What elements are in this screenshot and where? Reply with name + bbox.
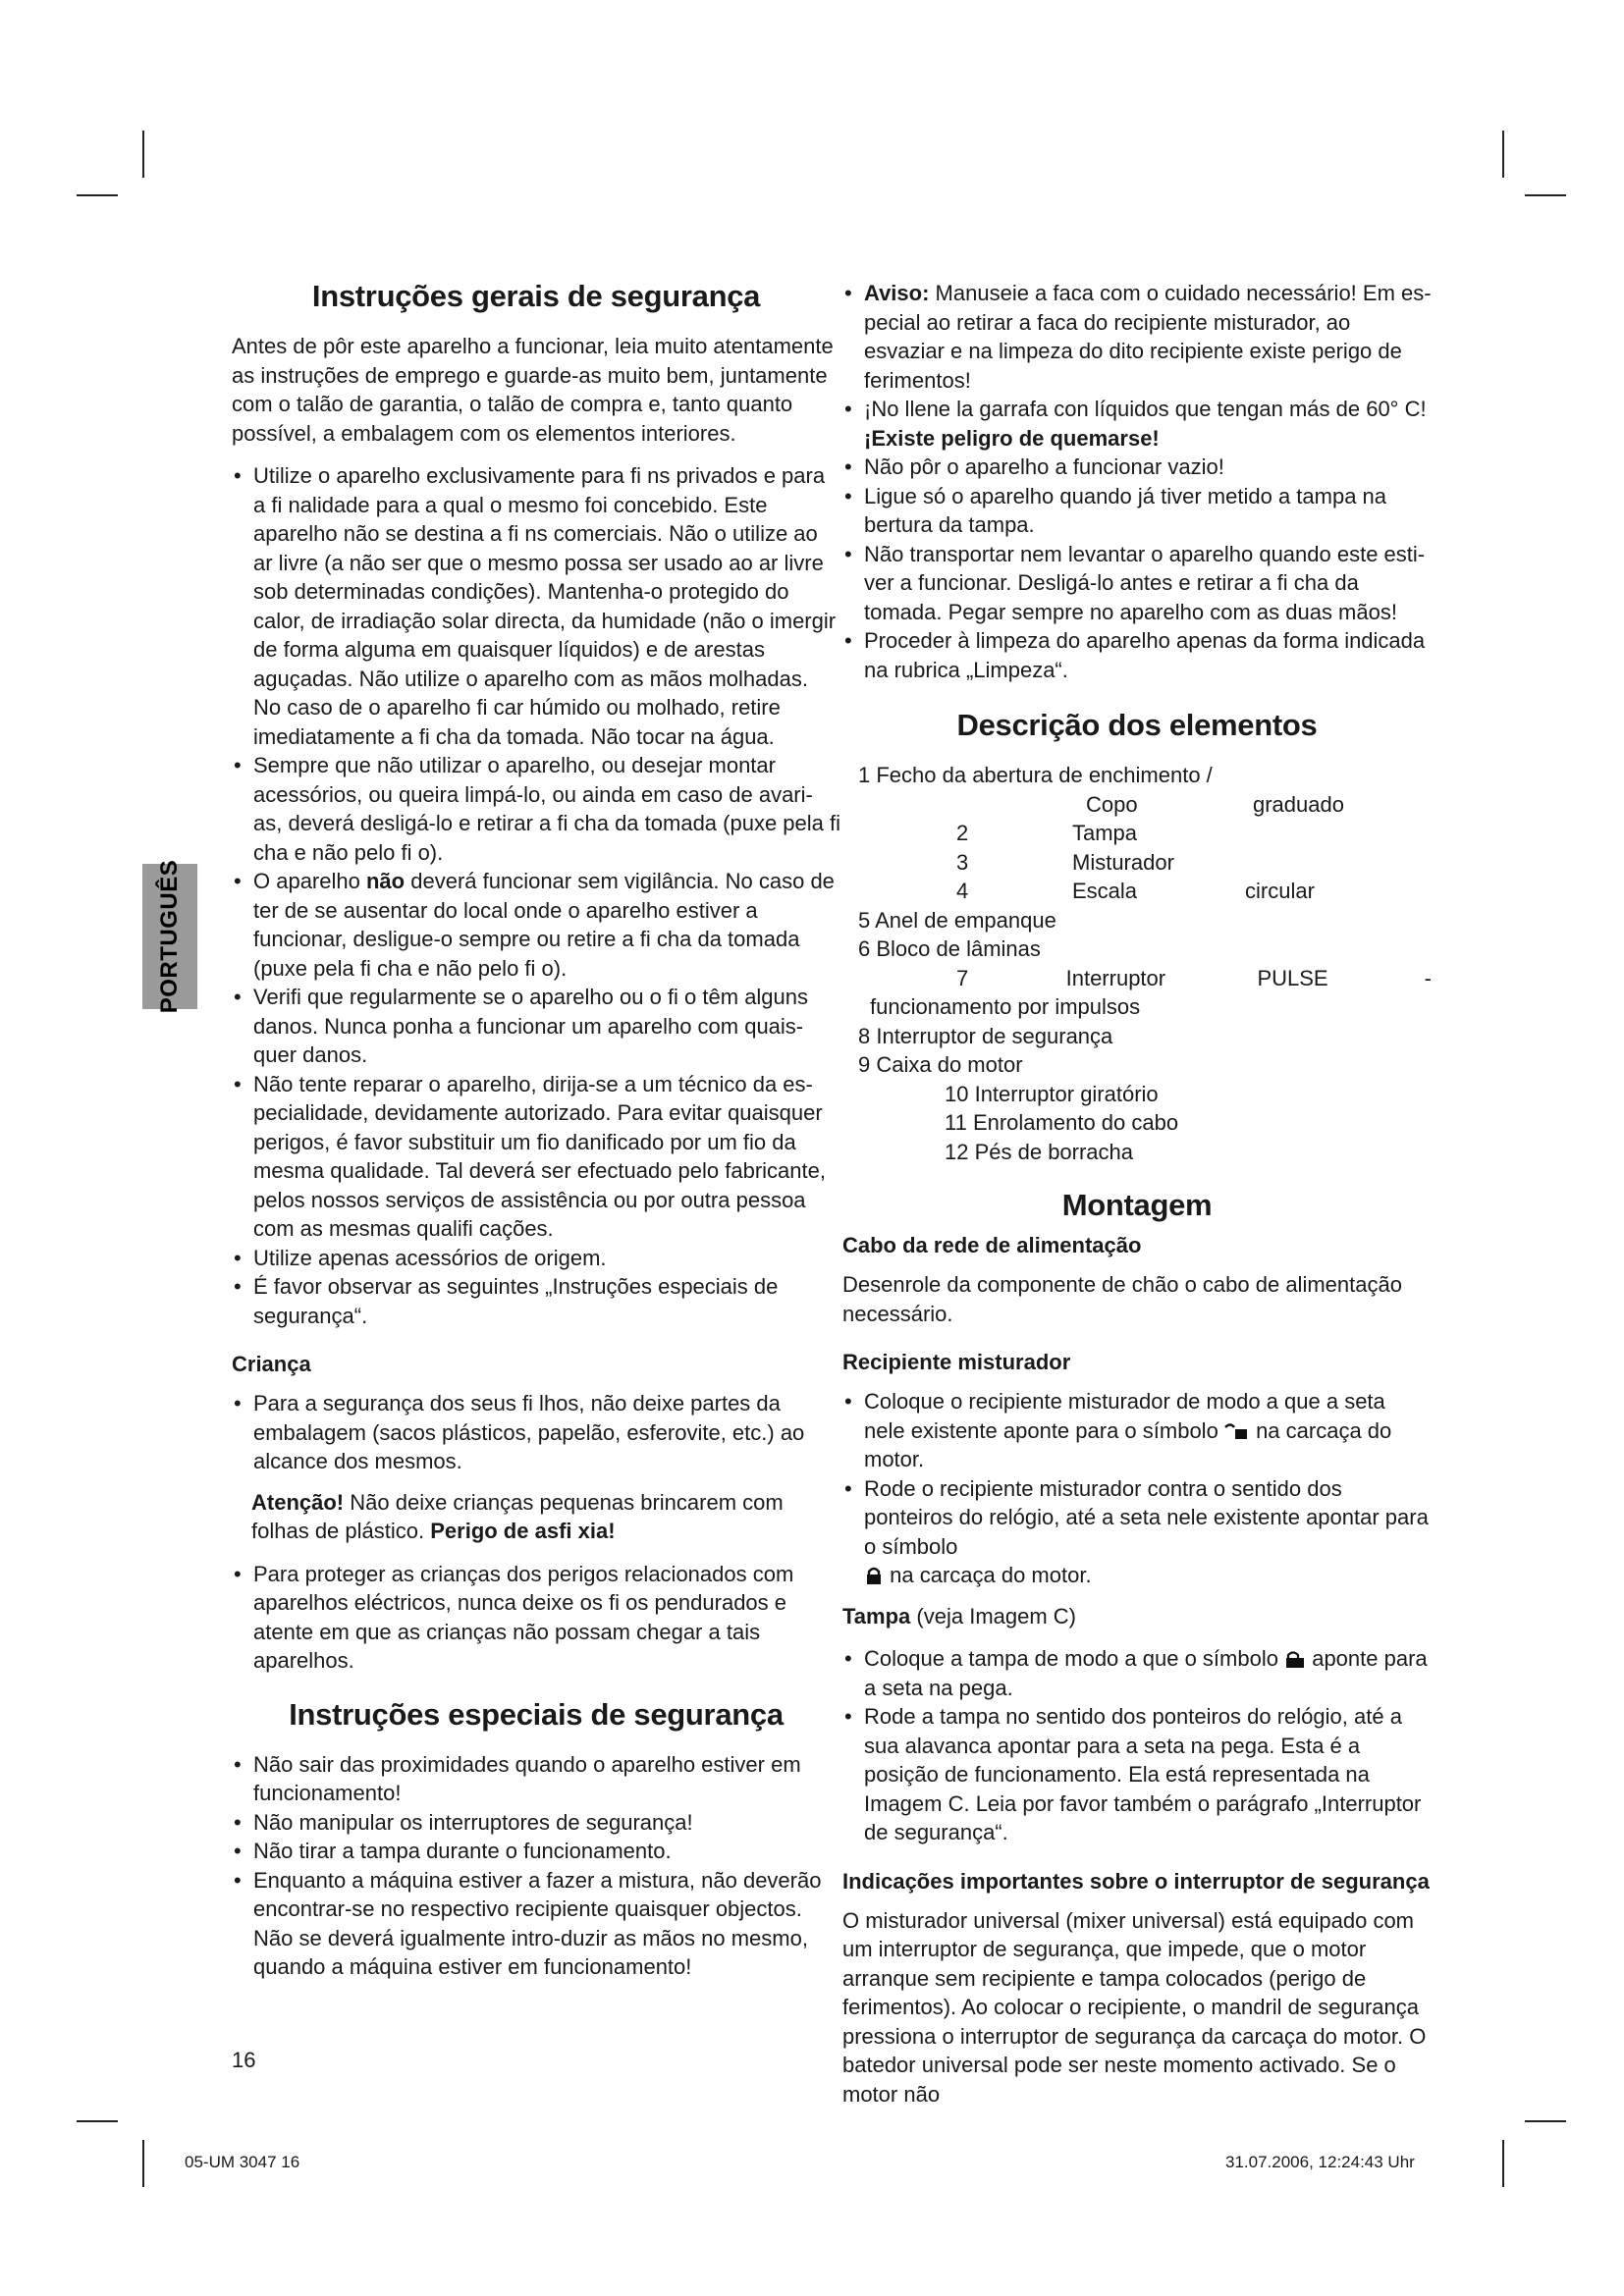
- right-column: [842, 279, 1432, 2122]
- element-row: 8 Interruptor de segurança: [858, 1023, 1113, 1048]
- child-list-2: [232, 1560, 840, 1676]
- element-row: 5 Anel de empanque: [858, 907, 1056, 933]
- lid-ref: (veja Imagem C): [916, 1603, 1076, 1629]
- crop-mark: [1525, 2120, 1566, 2122]
- attention-text: Não deixe crianças pequenas brincarem com folhas de plástico.: [251, 1489, 784, 1543]
- list-item: • Proceder à limpeza do aparelho apenas da forma indicada na rubrica „Limpeza“.: [842, 626, 1432, 684]
- list-item: • Não manipular os interruptores de segurança!: [232, 1808, 840, 1838]
- attention-bold: Perigo de asfi xia!: [430, 1519, 616, 1543]
- list-item: • Utilize o aparelho exclusivamente para fi ns privados e para a fi nalidade para a qual o mesmo foi concebido. Este aparelho não se destina a fi ns comerciais. Não o utilize ao ar livre (a não ser que o mesmo possa ser usado ao ar livre sob determinadas condições). Mantenha-o protegido do calor, de irradiação solar directa, da humidade (não o imergir de forma alguma em quaisquer líquidos) e de arestas aguçadas. Não utilize o aparelho com as mãos molhadas. No caso de o aparelho fi car húmido ou molhado, retire imediatamente a fi cha da tomada. Não tocar na água.: [232, 461, 840, 751]
- list-item: • Ligue só o aparelho quando já tiver metido a tampa na bertura da tampa.: [842, 482, 1432, 540]
- vigilance-pre: O aparelho: [253, 869, 360, 893]
- element-row: 6 Bloco de lâminas: [858, 936, 1041, 961]
- intro-paragraph: Antes de pôr este aparelho a funcionar, leia muito atentamente as instruções de emprego e guarde-as muito bem, juntamente com o talão de garantia, o talão de compra e, tanto quanto possível, a embalagem com os elementos interiores.: [232, 334, 834, 446]
- list-item: • Verifi que regularmente se o aparelho ou o fi o têm alguns danos. Nunca ponha a funcionar um aparelho com quais-quer danos.: [232, 983, 840, 1070]
- element-row: 1 Fecho da abertura de enchimento /: [858, 763, 1213, 787]
- list-item: • Não pôr o aparelho a funcionar vazio!: [842, 453, 1432, 482]
- bowl-heading: Recipiente misturador: [842, 1350, 1071, 1374]
- unlock-symbol-icon: [1224, 1422, 1250, 1440]
- element-row: 3 Misturador: [956, 849, 1174, 875]
- list-item: [232, 867, 840, 983]
- language-tab: [142, 859, 197, 1014]
- page-number: 16: [232, 2048, 256, 2072]
- attention-paragraph: [232, 1488, 840, 1546]
- hot-text: ¡No llene la garrafa con líquidos que tengan más de 60° C!: [864, 397, 1427, 421]
- crop-mark: [77, 2120, 118, 2122]
- crop-mark: [142, 2140, 144, 2187]
- list-item: • Para a segurança dos seus fi lhos, não deixe partes da embalagem (sacos plásticos, papelão, esferovite, etc.) ao alcance dos mesmos.: [232, 1389, 840, 1476]
- list-item: • Coloque a tampa de modo a que o símbolo aponte para a seta na pega.: [842, 1644, 1432, 1702]
- vigilance-post: deverá funcionar sem vigilância. No caso de ter de se ausentar do local onde o aparelho estiver a funcionar, desligue-o sempre ou retire a fi cha da tomada (puxe pela fi cha e não pelo fi o).: [253, 869, 835, 981]
- hot-bold: ¡Existe peligro de quemarse!: [864, 425, 1160, 451]
- element-row: 10 Interruptor giratório: [945, 1081, 1159, 1106]
- safety-switch-heading: Indicações importantes sobre o interruptor de segurança: [842, 1868, 1430, 1894]
- elements-title: Descrição dos elementos: [956, 708, 1318, 742]
- special-safety-list: [232, 1750, 840, 1982]
- warning-text: Manuseie a faca com o cuidado necessário! Em es-pecial ao retirar a faca do recipiente misturador, ao esvaziar e na limpeza do dito recipiente existe perigo de ferimentos!: [864, 281, 1432, 393]
- element-row: 2 Tampa: [956, 821, 1138, 845]
- lock-symbol-icon: [864, 1567, 884, 1584]
- crop-mark: [1502, 2140, 1504, 2187]
- footer-right: 31.07.2006, 12:24:43 Uhr: [1225, 2153, 1415, 2171]
- crop-mark: [1525, 194, 1566, 196]
- lid-paragraph: [842, 1602, 1432, 1631]
- list-item: • Não tente reparar o aparelho, dirija-se a um técnico da es-pecialidade, devidamente autorizado. Para evitar quaisquer perigos, é favor substituir um fio danificado por um fio da mesma qualidade. Tal deverá ser efectuado pelo fabricante, pelos nossos serviços de assistência ou por outra pessoa com as mesmas qualifi cações.: [232, 1070, 840, 1244]
- element-row: 4 Escala circular: [956, 879, 1315, 903]
- warning-label: Aviso:: [864, 281, 930, 305]
- assembly-title: Montagem: [1061, 1188, 1213, 1222]
- footer-left: 05-UM 3047 16: [185, 2153, 300, 2171]
- element-row: 11 Enrolamento do cabo: [945, 1110, 1179, 1135]
- general-safety-list: [232, 461, 840, 1330]
- list-item: • Rode o recipiente misturador contra o sentido dos ponteiros do relógio, até a seta nele existente apontar para o símbolo na carcaça do motor.: [842, 1474, 1432, 1590]
- list-item: • Coloque o recipiente misturador de modo a que a seta nele existente aponte para o símbolo na carcaça do motor.: [842, 1387, 1432, 1474]
- lid-label: Tampa: [842, 1603, 911, 1629]
- list-item: • É favor observar as seguintes „Instruções especiais de segurança“.: [232, 1272, 840, 1330]
- warning-list: [842, 279, 1432, 684]
- element-row: 9 Caixa do motor: [858, 1052, 1023, 1077]
- element-row: Copo graduado: [1086, 791, 1344, 817]
- child-heading: Criança: [232, 1352, 311, 1376]
- elements-list: [842, 761, 1432, 1166]
- list-item: [842, 395, 1432, 453]
- element-row: 12 Pés de borracha: [945, 1139, 1134, 1164]
- cable-paragraph: Desenrole da componente de chão o cabo de alimentação necessário.: [842, 1272, 1402, 1326]
- list-item: • Rode a tampa no sentido dos ponteiros do relógio, até a sua alavanca apontar para a seta na pega. Esta é a posição de funcionamento. Ela está representada na Imagem C. Leia por favor também o parágrafo „Interruptor de segurança“.: [842, 1702, 1432, 1847]
- element-row: funcionamento por impulsos: [870, 994, 1141, 1019]
- vigilance-bold: não: [365, 869, 406, 893]
- list-item: • Não transportar nem levantar o aparelho quando este esti-ver a funcionar. Desligá-lo antes e retirar a fi cha da tomada. Pegar sempre no aparelho com as duas mãos!: [842, 540, 1432, 627]
- crop-mark: [77, 194, 118, 196]
- crop-mark: [142, 131, 144, 178]
- general-safety-title: Instruções gerais de segurança: [311, 279, 761, 313]
- lid-symbol-icon: [1284, 1650, 1306, 1668]
- lid-list: [842, 1644, 1432, 1847]
- crop-mark: [1502, 131, 1504, 178]
- list-item: • Não sair das proximidades quando o aparelho estiver em funcionamento!: [232, 1750, 840, 1808]
- cable-heading: Cabo da rede de alimentação: [842, 1233, 1142, 1257]
- list-item: • Sempre que não utilizar o aparelho, ou desejar montar acessórios, ou queira limpá-lo, ou ainda em caso de avari-as, deverá desligá-lo e retirar a fi cha da tomada (puxe pela fi cha e não pelo fi o).: [232, 751, 840, 867]
- attention-label: Atenção!: [251, 1489, 345, 1515]
- list-item: • Utilize apenas acessórios de origem.: [232, 1244, 840, 1273]
- special-safety-title: Instruções especiais de segurança: [289, 1696, 784, 1732]
- list-item: • Não tirar a tampa durante o funcionamento.: [232, 1837, 840, 1866]
- left-column: [232, 279, 840, 1994]
- element-row: 7 Interruptor PULSE -: [956, 965, 1432, 990]
- language-tab-label: PORTUGUÊS: [156, 859, 183, 1014]
- bowl-list: [842, 1387, 1432, 1590]
- list-item: • Para proteger as crianças dos perigos relacionados com aparelhos eléctricos, nunca deixe os fi os pendurados e atente em que as crianças não possam chegar a tais aparelhos.: [232, 1560, 840, 1676]
- safety-switch-paragraph: O misturador universal (mixer universal) está equipado com um interruptor de segurança, que impede, que o motor arranque sem recipiente e tampa colocados (perigo de ferimentos). Ao colocar o recipiente, o mandril de segurança pressiona o interruptor de segurança da carcaça do motor. O batedor universal pode ser neste momento activado. Se o motor não: [842, 1907, 1427, 2107]
- list-item: • Enquanto a máquina estiver a fazer a mistura, não deverão encontrar-se no respectivo recipiente quaisquer objectos. Não se deverá igualmente intro-duzir as mãos no mesmo, quando a máquina estiver em funcionamento!: [232, 1866, 840, 1982]
- list-item: [842, 279, 1432, 395]
- child-list: [232, 1389, 840, 1476]
